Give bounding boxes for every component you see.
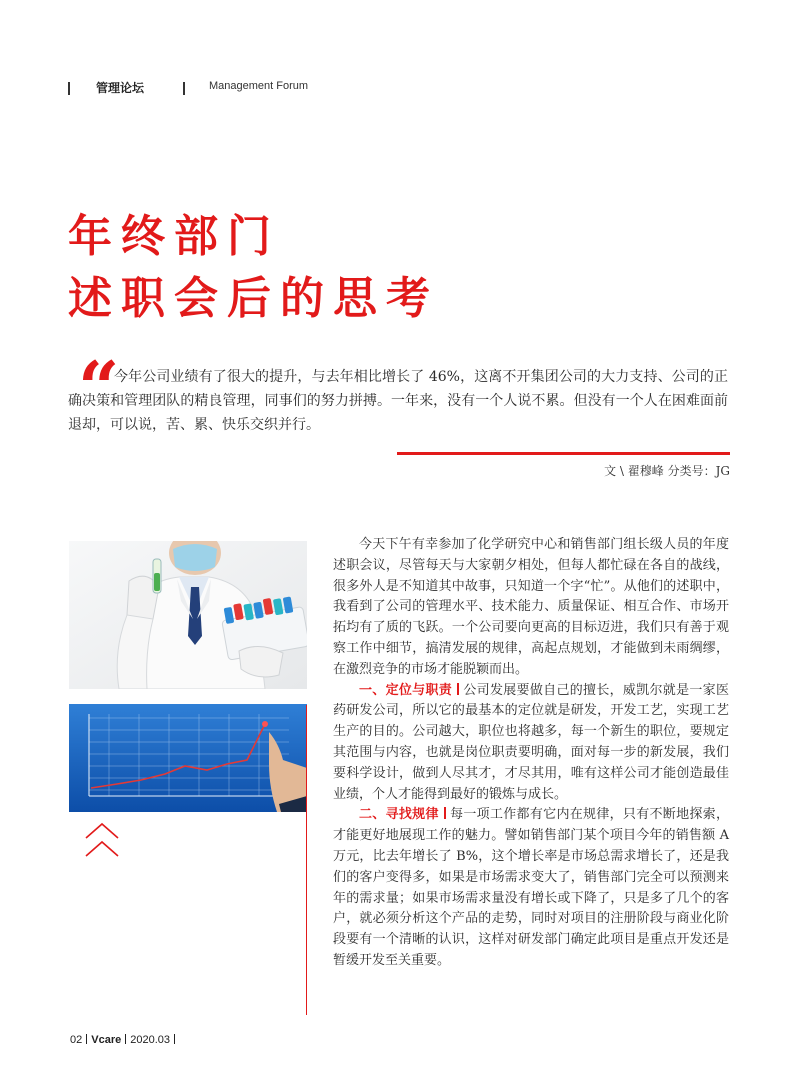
section-2-heading: 二、寻找规律 bbox=[359, 807, 439, 823]
section-2-paragraph bbox=[333, 805, 729, 971]
header-bar-left bbox=[68, 82, 70, 95]
red-vertical-rule bbox=[306, 705, 307, 1015]
article-body bbox=[333, 535, 729, 972]
magazine-name: Vcare bbox=[91, 1034, 122, 1046]
double-chevron-up-icon bbox=[82, 818, 122, 862]
article-title-line1: 年终部门 bbox=[68, 211, 280, 262]
page-number: 02 bbox=[70, 1034, 83, 1046]
section-1-paragraph bbox=[333, 681, 729, 806]
section-1-heading: 一、定位与职责 bbox=[359, 682, 453, 698]
divider bbox=[397, 452, 730, 455]
section-2-text: 每一项工作都有它内在规律，只有不断地探索，才能更好地展现工作的魅力。譬如销售部门某个项目今年的销售额 A 万元，比去年增长了 B%，这个增长率是市场总需求增长了，还是我们的客户变得多，如果是市场需求变大了，销售部门完全可以预测来年的需求量；如果市场需求量没有增长或下降了，只是多了几个的客户，就必须分析这个产品的走势，同时对项目的注册阶段与商业化阶段要有一个清晰的认识，这样对研发部门确定此项目是重点开发还是暂缓开发至关重要。 bbox=[333, 807, 729, 968]
section-name-en: Management Forum bbox=[209, 80, 309, 92]
section-name-cn: 管理论坛 bbox=[96, 81, 145, 95]
article-title-line2: 述职会后的思考 bbox=[68, 273, 439, 324]
growth-chart-photo bbox=[69, 704, 307, 812]
byline: 文 \ 翟穆峰 分类号：JG bbox=[604, 464, 730, 478]
issue-number: 2020.03 bbox=[130, 1034, 170, 1046]
page-footer bbox=[70, 1034, 179, 1046]
section-1-text: 公司发展要做自己的擅长，威凯尔就是一家医药研发公司，所以它的最基本的定位就是研发，开发工艺，实现工艺生产的目的。公司越大，职位也将越多，每一个新生的职位，要规定其范围与内容，也就是岗位职责要明确，面对每一步的新发展，我们要科学设计，做到人尽其才，才尽其用，唯有这样公司才能创造最佳业绩，个人才能得到最好的锻炼与成长。 bbox=[333, 682, 729, 802]
header-bar-mid bbox=[183, 82, 185, 95]
section-1-marker bbox=[457, 683, 459, 695]
scientist-photo bbox=[69, 541, 307, 689]
intro-paragraph: 今年公司业绩有了很大的提升，与去年相比增长了 46%，这离不开集团公司的大力支持、公司的正确决策和管理团队的精良管理，同事们的努力拼搏。一年来，没有一个人说不累。但没有一个人在困难面前退却，可以说，苦、累、快乐交织并行。 bbox=[68, 369, 728, 433]
body-paragraph-1: 今天下午有幸参加了化学研究中心和销售部门组长级人员的年度述职会议，尽管每天与大家朝夕相处，但每人都忙碌在各自的战线，很多外人是不知道其中故事，只知道一个字“忙”。从他们的述职中，我看到了公司的管理水平、技术能力、质量保证、相互合作、市场开拓均有了质的飞跃。一个公司要向更高的目标迈进，我们只有善于观察工作中细节，搞清发展的规律，高起点规划，才能做到未雨绸缪，在激烈竞争的市场才能脱颖而出。 bbox=[333, 537, 729, 677]
quote-mark-icon: “ bbox=[78, 345, 120, 430]
section-2-marker bbox=[444, 807, 446, 819]
